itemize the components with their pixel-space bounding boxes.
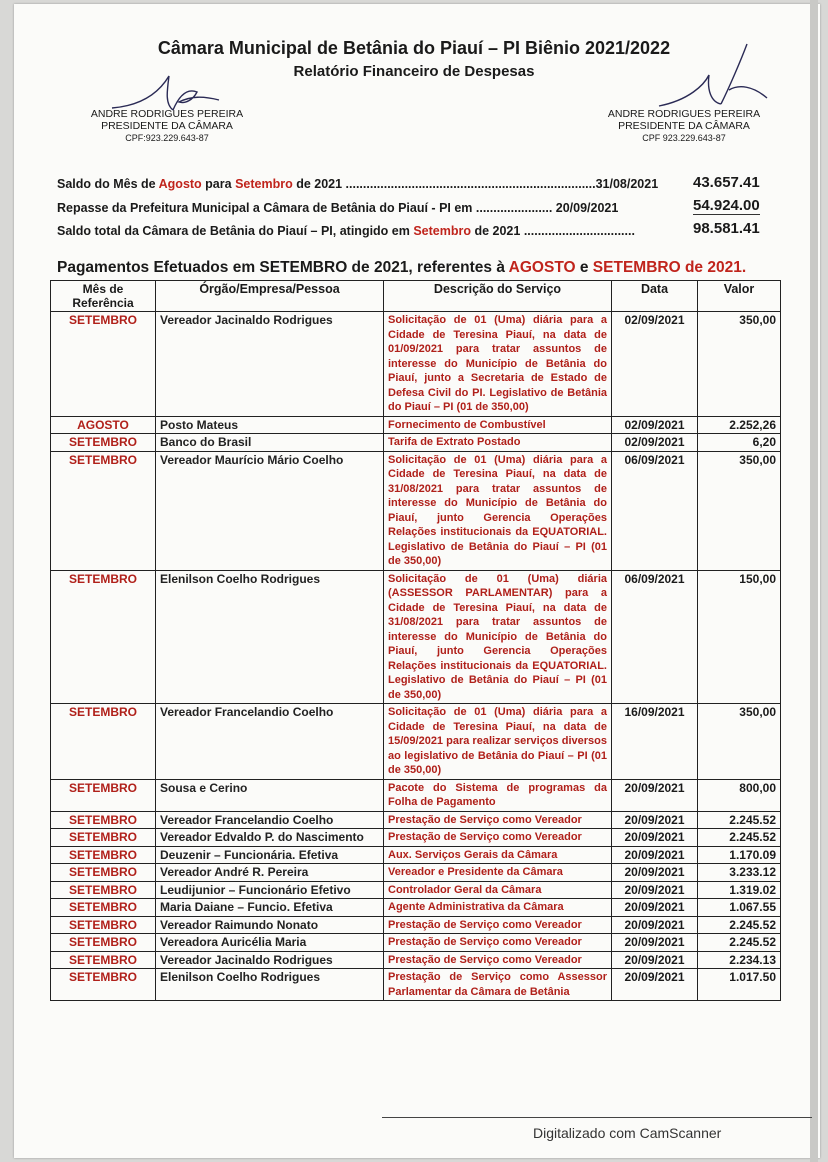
column-header-date: Data	[612, 281, 698, 312]
signature-name: ANDRE RODRIGUES PEREIRA	[90, 108, 244, 120]
signature-block-left	[47, 108, 287, 144]
row-month: SETEMBRO	[51, 779, 156, 811]
row-description: Vereador e Presidente da Câmara	[384, 864, 612, 882]
table-header-row	[51, 281, 781, 312]
column-header-org: Órgão/Empresa/Pessoa	[156, 281, 384, 312]
row-description: Controlador Geral da Câmara	[384, 881, 612, 899]
table-row	[51, 951, 781, 969]
row-month: SETEMBRO	[51, 916, 156, 934]
row-org: Vereador Edvaldo P. do Nascimento	[156, 829, 384, 847]
payments-table	[50, 280, 781, 1001]
row-org: Posto Mateus	[156, 416, 384, 434]
table-row	[51, 570, 781, 704]
row-value: 1.319.02	[698, 881, 781, 899]
row-description: Prestação de Serviço como Vereador	[384, 811, 612, 829]
row-month: SETEMBRO	[51, 312, 156, 417]
row-description: Solicitação de 01 (Uma) diária para a Cidade de Teresina Piauí, na data de 15/09/2021 para realizar serviços diversos ao legislativo de Betânia do Piauí – PI (01 de 350,00)	[384, 704, 612, 780]
row-month: SETEMBRO	[51, 829, 156, 847]
row-description: Prestação de Serviço como Assessor Parlamentar da Câmara de Betânia	[384, 969, 612, 1001]
row-month: SETEMBRO	[51, 881, 156, 899]
signature-cpf: CPF 923.229.643-87	[642, 133, 726, 143]
row-month: AGOSTO	[51, 416, 156, 434]
row-month: SETEMBRO	[51, 864, 156, 882]
row-org: Banco do Brasil	[156, 434, 384, 452]
row-date: 02/09/2021	[612, 312, 698, 417]
row-description: Solicitação de 01 (Uma) diária (ASSESSOR PARLAMENTAR) para a Cidade de Teresina Piauí, na data de 31/08/2021 para tratar assuntos de interesse do Município de Betânia do Piauí, junto Gerencia Operações Relações institucionais da EQUATORIAL. Legislativo de Betânia do Piauí – PI (01 de 350,00)	[384, 570, 612, 704]
row-date: 20/09/2021	[612, 881, 698, 899]
row-description: Fornecimento de Combustível	[384, 416, 612, 434]
row-date: 20/09/2021	[612, 779, 698, 811]
handwritten-signature-right	[649, 40, 779, 115]
signature-name: ANDRE RODRIGUES PEREIRA	[607, 108, 761, 120]
row-date: 20/09/2021	[612, 864, 698, 882]
row-month: SETEMBRO	[51, 451, 156, 570]
page-edge	[810, 0, 818, 1162]
table-row	[51, 434, 781, 452]
row-month: SETEMBRO	[51, 811, 156, 829]
summary-value-total: 98.581.41	[693, 220, 760, 237]
row-org: Deuzenir – Funcionária. Efetiva	[156, 846, 384, 864]
row-date: 06/09/2021	[612, 451, 698, 570]
row-org: Vereador André R. Pereira	[156, 864, 384, 882]
table-row	[51, 846, 781, 864]
summary-month: Setembro	[235, 177, 293, 191]
row-date: 20/09/2021	[612, 951, 698, 969]
row-org: Vereador Francelandio Coelho	[156, 811, 384, 829]
row-description: Solicitação de 01 (Uma) diária para a Cidade de Teresina Piauí, na data de 01/09/2021 para tratar assuntos de interesse do Município de Betânia do Piauí, junto a Secretaria de Estado de Defesa Civil do PI. Legislativo de Betânia do Piauí – PI (01 de 350,00)	[384, 312, 612, 417]
summary-value-transfer: 54.924.00	[693, 197, 760, 214]
row-org: Sousa e Cerino	[156, 779, 384, 811]
footer-rule	[382, 1117, 812, 1118]
table-row	[51, 451, 781, 570]
row-value: 800,00	[698, 779, 781, 811]
row-date: 20/09/2021	[612, 916, 698, 934]
column-header-description: Descrição do Serviço	[384, 281, 612, 312]
row-date: 20/09/2021	[612, 829, 698, 847]
row-org: Elenilson Coelho Rodrigues	[156, 969, 384, 1001]
row-date: 20/09/2021	[612, 969, 698, 1001]
row-org: Vereador Raimundo Nonato	[156, 916, 384, 934]
table-row	[51, 779, 781, 811]
summary-month: Agosto	[158, 177, 202, 191]
summary-month: Setembro	[413, 224, 471, 238]
row-org: Vereador Maurício Mário Coelho	[156, 451, 384, 570]
row-org: Vereador Jacinaldo Rodrigues	[156, 951, 384, 969]
row-description: Prestação de Serviço como Vereador	[384, 951, 612, 969]
row-org: Vereador Jacinaldo Rodrigues	[156, 312, 384, 417]
handwritten-signature-left	[107, 66, 227, 116]
row-month: SETEMBRO	[51, 434, 156, 452]
row-org: Maria Daiane – Funcio. Efetiva	[156, 899, 384, 917]
row-value: 350,00	[698, 704, 781, 780]
row-org: Vereadora Auricélia Maria	[156, 934, 384, 952]
payments-heading: Pagamentos Efetuados em SETEMBRO de 2021, referentes à AGOSTO e SETEMBRO de 2021.	[57, 259, 747, 276]
row-month: SETEMBRO	[51, 899, 156, 917]
row-value: 1.170.09	[698, 846, 781, 864]
row-org: Vereador Francelandio Coelho	[156, 704, 384, 780]
row-date: 20/09/2021	[612, 811, 698, 829]
row-value: 1.017.50	[698, 969, 781, 1001]
table-row	[51, 416, 781, 434]
row-value: 150,00	[698, 570, 781, 704]
table-row	[51, 312, 781, 417]
row-date: 02/09/2021	[612, 434, 698, 452]
row-value: 350,00	[698, 312, 781, 417]
row-value: 1.067.55	[698, 899, 781, 917]
row-month: SETEMBRO	[51, 934, 156, 952]
summary-line-transfer: Repasse da Prefeitura Municipal a Câmara de Betânia do Piauí - PI em ...................... 20/09/2021	[57, 201, 619, 215]
summary-line-total: Saldo total da Câmara de Betânia do Piauí – PI, atingido em Setembro de 2021 ................................	[57, 224, 635, 238]
row-date: 16/09/2021	[612, 704, 698, 780]
row-value: 2.245.52	[698, 916, 781, 934]
signature-role: PRESIDENTE DA CÂMARA	[101, 120, 233, 132]
row-description: Aux. Serviços Gerais da Câmara	[384, 846, 612, 864]
scanner-watermark: Digitalizado com CamScanner	[533, 1125, 722, 1141]
row-month: SETEMBRO	[51, 570, 156, 704]
table-row	[51, 916, 781, 934]
row-value: 2.245.52	[698, 811, 781, 829]
page-subtitle: Relatório Financeiro de Despesas	[293, 63, 535, 80]
row-date: 20/09/2021	[612, 846, 698, 864]
row-value: 350,00	[698, 451, 781, 570]
row-month: SETEMBRO	[51, 846, 156, 864]
table-row	[51, 829, 781, 847]
row-description: Solicitação de 01 (Uma) diária para a Cidade de Teresina Piauí, na data de 31/08/2021 para tratar assuntos de interesse do Município de Betânia do Piauí, junto Gerencia Operações Relações institucionais da EQUATORIAL. Legislativo de Betânia do Piauí – PI (01 de 350,00)	[384, 451, 612, 570]
row-month: SETEMBRO	[51, 951, 156, 969]
row-value: 6,20	[698, 434, 781, 452]
row-org: Leudijunior – Funcionário Efetivo	[156, 881, 384, 899]
column-header-month: Mês de Referência	[51, 281, 156, 312]
signature-role: PRESIDENTE DA CÂMARA	[618, 120, 750, 132]
table-row	[51, 881, 781, 899]
row-description: Prestação de Serviço como Vereador	[384, 916, 612, 934]
summary-line-balance: Saldo do Mês de Agosto para Setembro de 2021 ........................................................................31/08/2021	[57, 177, 659, 191]
row-month: SETEMBRO	[51, 704, 156, 780]
row-date: 02/09/2021	[612, 416, 698, 434]
row-org: Elenilson Coelho Rodrigues	[156, 570, 384, 704]
row-date: 20/09/2021	[612, 899, 698, 917]
row-description: Agente Administrativa da Câmara	[384, 899, 612, 917]
signature-block-right	[564, 108, 804, 144]
column-header-value: Valor	[698, 281, 781, 312]
page-title: Câmara Municipal de Betânia do Piauí – PI Biênio 2021/2022	[157, 38, 671, 58]
table-row	[51, 934, 781, 952]
row-value: 2.234.13	[698, 951, 781, 969]
table-row	[51, 969, 781, 1001]
summary-value-balance: 43.657.41	[693, 174, 760, 191]
row-date: 06/09/2021	[612, 570, 698, 704]
row-value: 2.245.52	[698, 934, 781, 952]
table-row	[51, 704, 781, 780]
row-description: Prestação de Serviço como Vereador	[384, 829, 612, 847]
signature-cpf: CPF:923.229.643-87	[125, 133, 209, 143]
row-value: 2.245.52	[698, 829, 781, 847]
row-description: Prestação de Serviço como Vereador	[384, 934, 612, 952]
row-description: Pacote do Sistema de programas da Folha de Pagamento	[384, 779, 612, 811]
table-row	[51, 811, 781, 829]
table-row	[51, 899, 781, 917]
row-description: Tarifa de Extrato Postado	[384, 434, 612, 452]
row-month: SETEMBRO	[51, 969, 156, 1001]
row-date: 20/09/2021	[612, 934, 698, 952]
row-value: 2.252,26	[698, 416, 781, 434]
table-row	[51, 864, 781, 882]
row-value: 3.233.12	[698, 864, 781, 882]
